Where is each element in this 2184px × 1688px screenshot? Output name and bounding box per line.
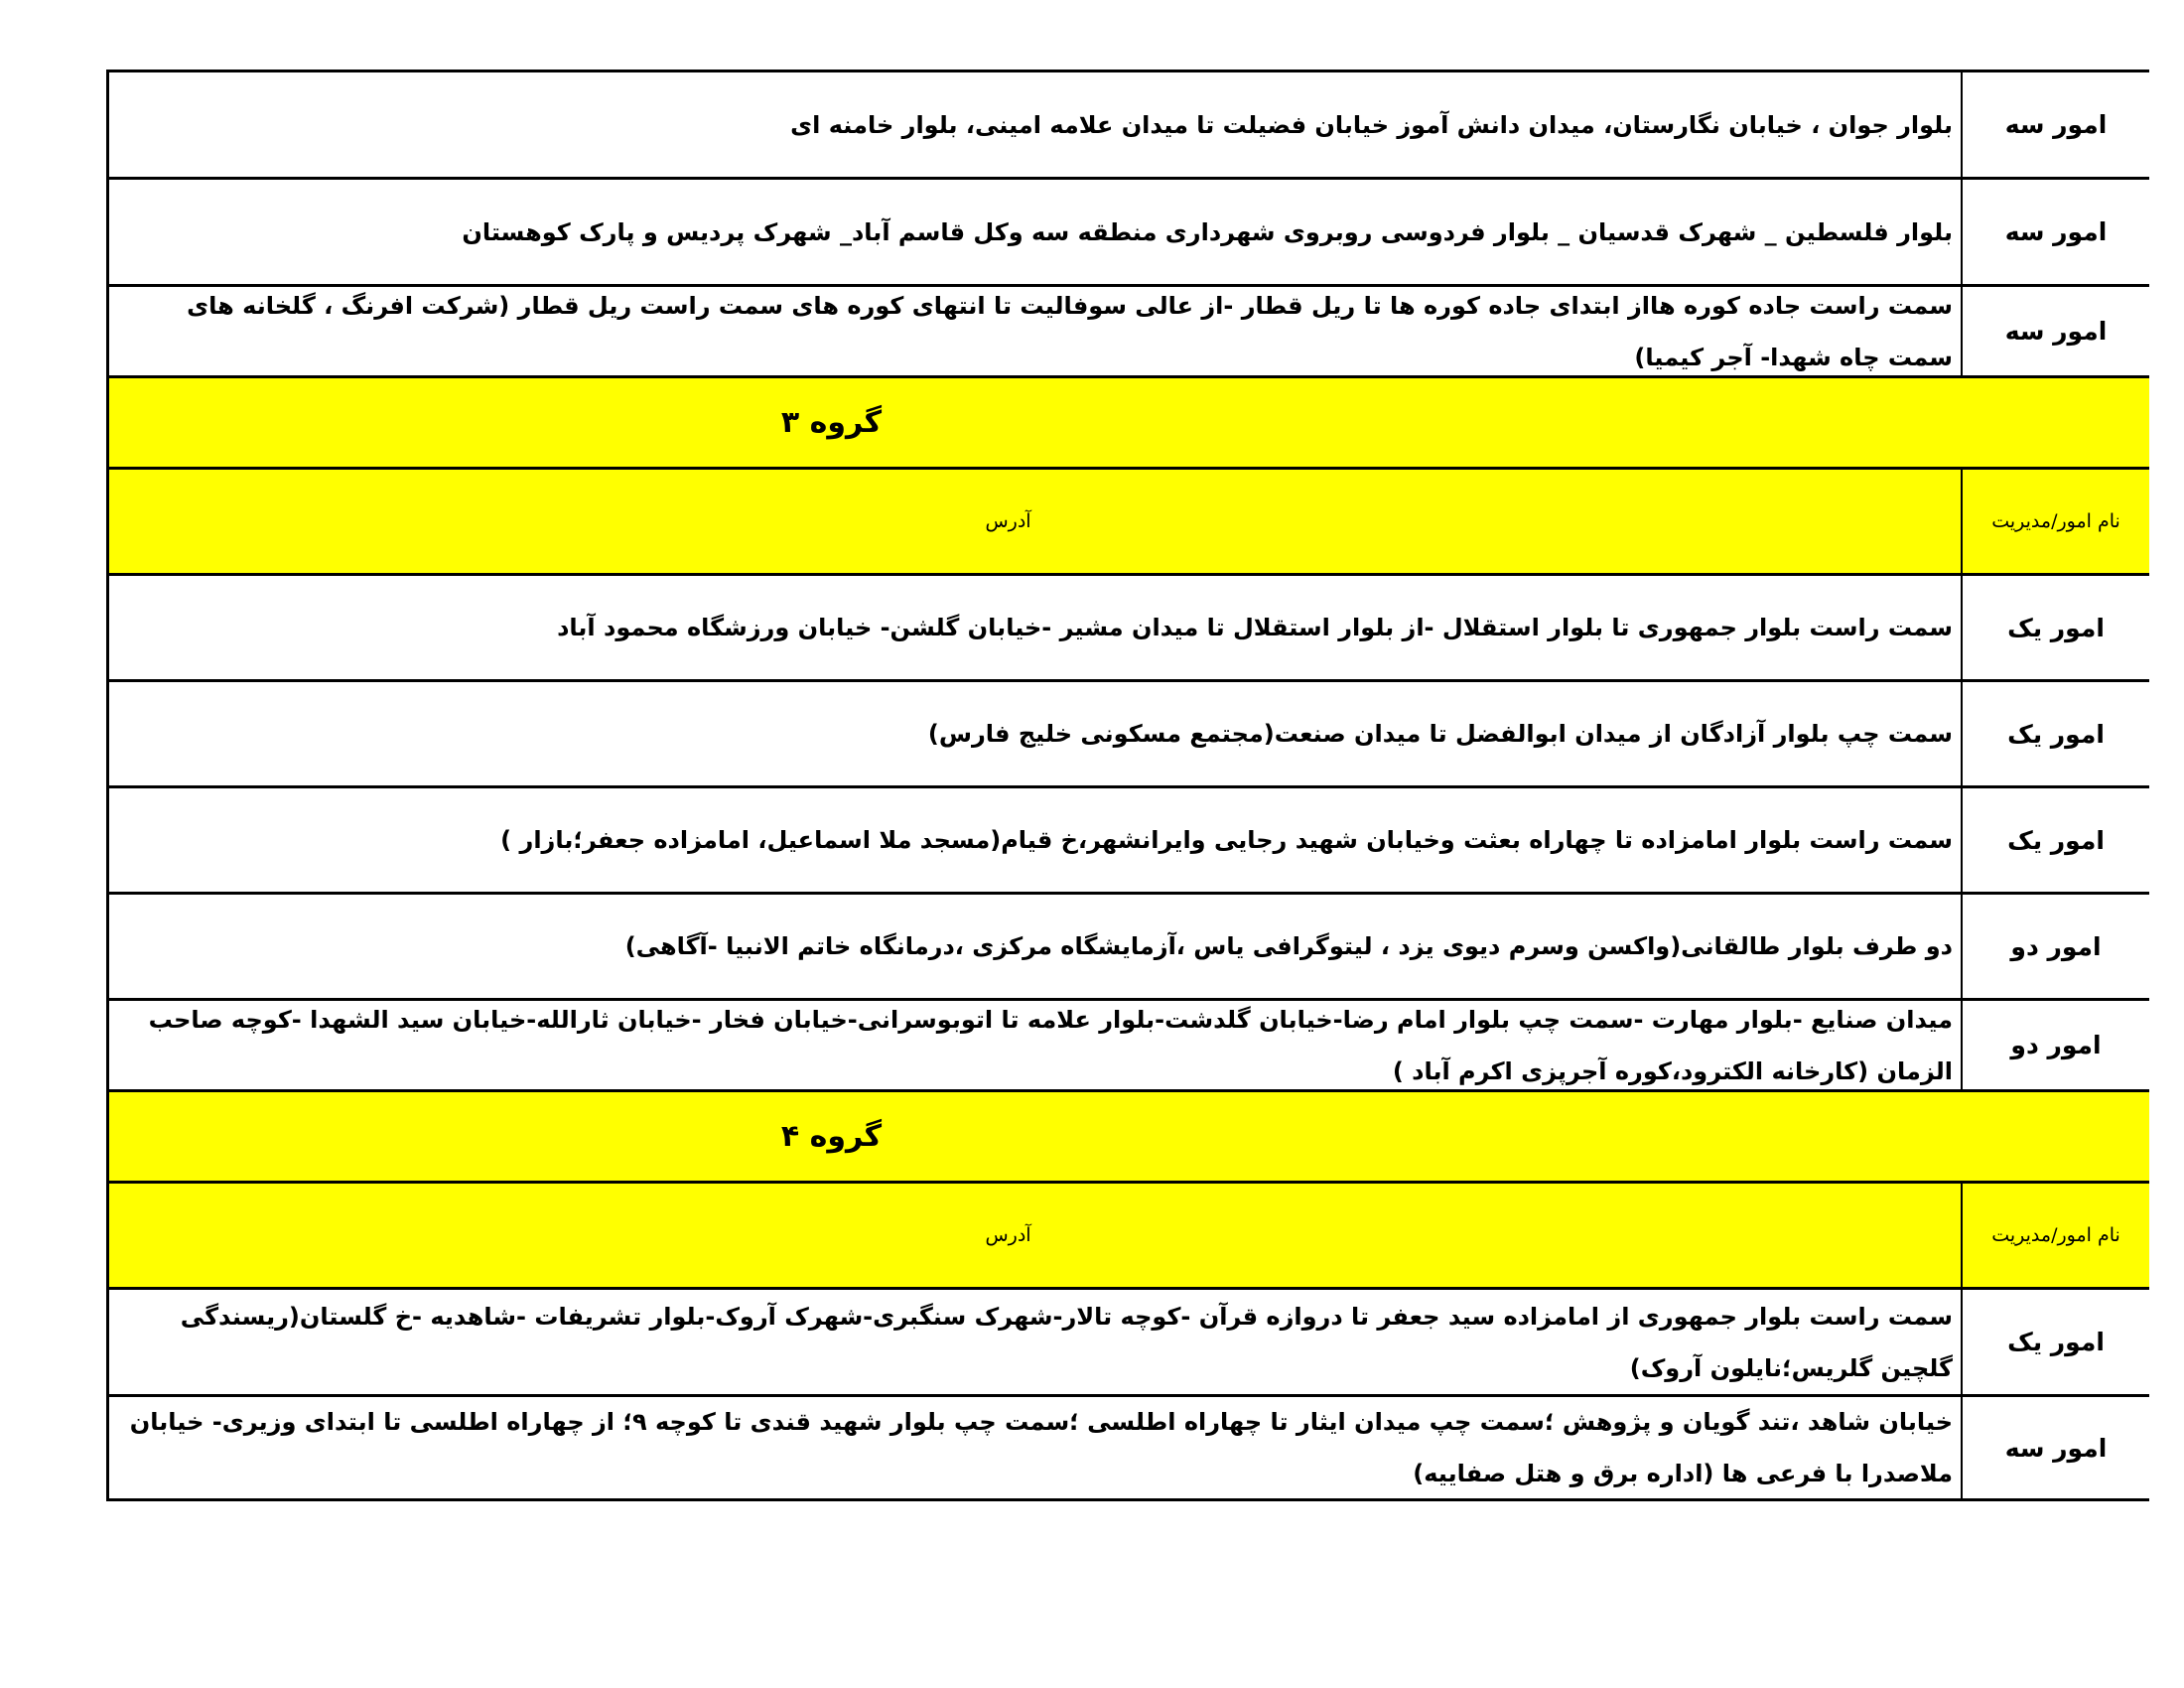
table-row xyxy=(106,998,2149,1089)
district-name: امور سه xyxy=(1961,287,2149,375)
address-cell: خیابان شاهد ،تند گویان و پژوهش ؛سمت چپ میدان ایثار تا چهاراه اطلسی ؛سمت چپ بلوار شهید قندی تا کوچه ۹؛ از چهاراه اطلسی تا ابتدای وزیری- خیابان ملاصدرا با فرعی ها (اداره برق و هتل صفاییه) xyxy=(106,1397,1961,1498)
group-4-header-row xyxy=(106,1181,2149,1287)
district-name: امور یک xyxy=(1961,576,2149,679)
district-name: امور سه xyxy=(1961,72,2149,177)
column-header-district: نام امور/مدیریت xyxy=(1961,470,2149,573)
table-row xyxy=(106,1287,2149,1394)
schedule-table xyxy=(106,70,2149,1501)
table-row xyxy=(106,892,2149,998)
address-cell: بلوار فلسطین _ شهرک قدسیان _ بلوار فردوسی روبروی شهرداری منطقه سه وکل قاسم آباد_ شهرک پردیس و پارک کوهستان xyxy=(106,180,1961,284)
group-3-header-row xyxy=(106,467,2149,573)
address-cell: بلوار جوان ، خیابان نگارستان، میدان دانش آموز خیابان فضیلت تا میدان علامه امینی، بلوار خامنه ای xyxy=(106,72,1961,177)
address-cell: دو طرف بلوار طالقانی(واکسن وسرم دیوی یزد ، لیتوگرافی یاس ،آزمایشگاه مرکزی ،درمانگاه خاتم الانبیا -آگاهی) xyxy=(106,895,1961,998)
table-row xyxy=(106,1394,2149,1501)
table-row xyxy=(106,679,2149,785)
column-header-address-label: آدرس xyxy=(985,1224,1031,1246)
district-name: امور یک xyxy=(1961,788,2149,892)
group-4-title: گروه ۴ xyxy=(780,1119,883,1154)
district-name: امور دو xyxy=(1961,1001,2149,1089)
group-3-title: گروه ۳ xyxy=(780,405,883,440)
address-cell: سمت راست بلوار جمهوری از امامزاده سید جعفر تا دروازه قرآن -کوچه تالار-شهرک سنگبری-شهرک آروک-بلوار تشریفات -شاهدیه -خ گلستان(ریسندگی گلچین گلریس؛نایلون آروک) xyxy=(106,1290,1961,1394)
district-name: امور یک xyxy=(1961,682,2149,785)
district-name: امور سه xyxy=(1961,1397,2149,1498)
district-name: امور یک xyxy=(1961,1290,2149,1394)
district-name: امور سه xyxy=(1961,180,2149,284)
table-row xyxy=(106,284,2149,375)
table-row xyxy=(106,177,2149,284)
table-row xyxy=(106,70,2149,177)
address-cell: سمت راست بلوار جمهوری تا بلوار استقلال -از بلوار استقلال تا میدان مشیر -خیابان گلشن- خیابان ورزشگاه محمود آباد xyxy=(106,576,1961,679)
address-cell: سمت چپ بلوار آزادگان از میدان ابوالفضل تا میدان صنعت(مجتمع مسکونی خلیج فارس) xyxy=(106,682,1961,785)
table-row xyxy=(106,573,2149,679)
district-name: امور دو xyxy=(1961,895,2149,998)
column-header-address xyxy=(106,1184,1961,1287)
column-header-address-label: آدرس xyxy=(985,510,1031,532)
address-cell: میدان صنایع -بلوار مهارت -سمت چپ بلوار امام رضا-خیابان گلدشت-بلوار علامه تا اتوبوسرانی-خیابان فخار -خیابان ثارالله-خیابان سید الشهدا -کوچه صاحب الزمان (کارخانه الکترود،کوره آجرپزی اکرم آباد ) xyxy=(106,1001,1961,1089)
column-header-district: نام امور/مدیریت xyxy=(1961,1184,2149,1287)
address-cell: سمت راست بلوار امامزاده تا چهاراه بعثت وخیابان شهید رجایی وایرانشهر،خ قیام(مسجد ملا اسماعیل، امامزاده جعفر؛بازار ) xyxy=(106,788,1961,892)
address-cell: سمت راست جاده کوره هااز ابتدای جاده کوره ها تا ریل قطار -از عالی سوفالیت تا انتهای کوره های سمت راست ریل قطار (شرکت افرنگ ، گلخانه های سمت چاه شهدا- آجر کیمیا) xyxy=(106,287,1961,375)
table-row xyxy=(106,785,2149,892)
group-4-title-row xyxy=(106,1089,2149,1181)
column-header-address xyxy=(106,470,1961,573)
group-3-title-row xyxy=(106,375,2149,467)
